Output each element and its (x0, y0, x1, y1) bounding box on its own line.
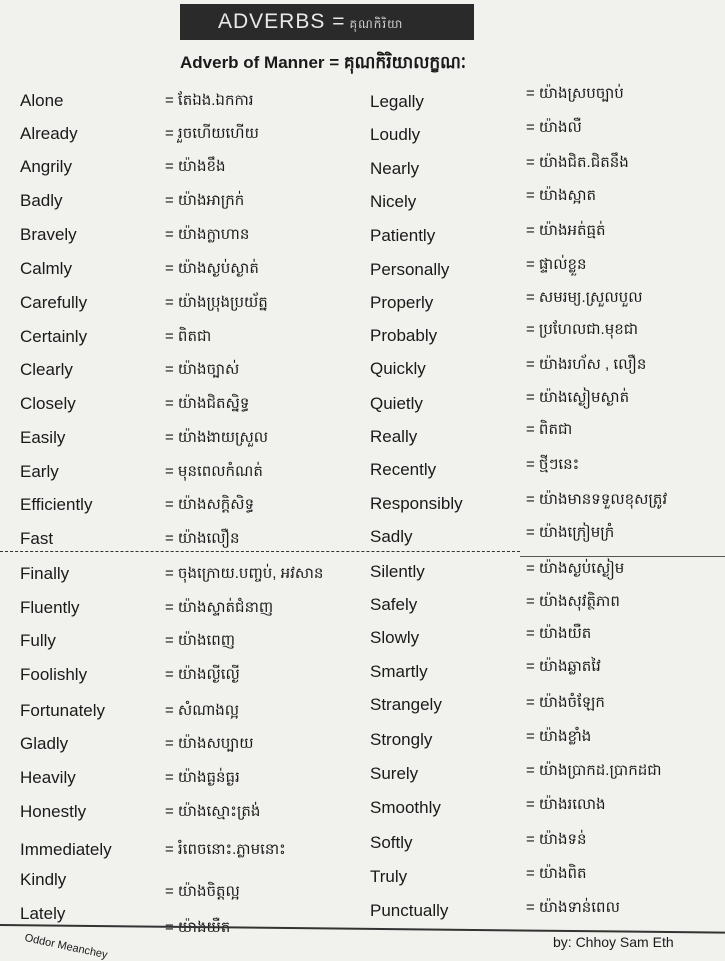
adverb-word: Surely (370, 764, 419, 783)
adverb-meaning: = យ៉ាងលឺ (526, 119, 582, 136)
adverb-meaning: = យ៉ាងសុវត្ថិភាព (526, 593, 620, 610)
adverb-meaning: = ចុងក្រោយ.បញ្ចប់, អវសាន (165, 565, 324, 582)
adverb-word: Probably (370, 326, 438, 345)
adverb-word: Certainly (20, 327, 88, 346)
adverb-meaning: = ថ្មីៗនេះ (526, 456, 580, 473)
adverb-word: Carefully (20, 293, 88, 312)
adverb-meaning: = យ៉ាងអាក្រក់ (165, 192, 245, 209)
adverb-word: Silently (370, 562, 425, 581)
adverb-meaning: = ប្រហែលជា.មុខជា (526, 321, 639, 338)
adverb-word: Early (20, 462, 59, 481)
adverb-meaning: = យ៉ាងស្ងៀមស្ងាត់ (526, 389, 630, 406)
adverb-meaning: = យ៉ាងមានទទួលខុសត្រូវ (526, 491, 668, 508)
adverb-word: Properly (370, 293, 434, 312)
adverb-word: Alone (20, 91, 64, 110)
section-subtitle: Adverb of Manner = គុណកិរិយាលក្ខណៈ (180, 53, 467, 72)
adverb-meaning: = មុនពេលកំណត់ (165, 463, 263, 480)
bottom-rule (0, 924, 725, 934)
adverb-word: Fully (20, 631, 56, 650)
adverb-word: Patiently (370, 226, 436, 245)
adverb-meaning: = យ៉ាងប្រុងប្រយ័ត្ន (165, 294, 268, 311)
adverb-word: Punctually (370, 901, 449, 920)
adverb-meaning: = យ៉ាងខឹង (165, 158, 226, 175)
adverb-meaning: = សមរម្យ.ស្រួលបួល (526, 289, 643, 306)
adverb-word: Softly (370, 833, 413, 852)
adverb-word: Easily (20, 428, 66, 447)
adverb-word: Smoothly (370, 798, 441, 817)
footer-location: Oddor Meanchey (23, 932, 109, 961)
adverb-word: Already (20, 124, 78, 143)
adverb-word: Nearly (370, 159, 420, 178)
adverb-meaning: = សំណាងល្អ (165, 702, 240, 719)
adverb-word: Gladly (20, 734, 69, 753)
adverb-word: Foolishly (20, 665, 88, 684)
adverb-word: Bravely (20, 225, 77, 244)
adverb-meaning: = យ៉ាងសប្បាយ (165, 735, 254, 752)
adverb-word: Safely (370, 595, 418, 614)
adverb-word: Responsibly (370, 494, 463, 513)
adverb-word: Smartly (370, 662, 428, 681)
adverb-meaning: = យ៉ាងស្ងប់ស្ងៀម (526, 560, 625, 577)
adverb-meaning: = យ៉ាងឆ្លាតវៃ (526, 658, 601, 675)
adverb-word: Legally (370, 92, 424, 111)
adverb-meaning: = រំពេចនោះ.ភ្លាមនោះ (165, 841, 286, 858)
adverb-meaning: = យ៉ាងរលោង (526, 796, 606, 813)
adverb-word: Immediately (20, 840, 112, 859)
adverb-meaning: = យ៉ាងពិត (526, 865, 587, 882)
adverb-meaning: = តែឯង.ឯកការ (165, 92, 254, 109)
adverb-word: Quickly (370, 359, 426, 378)
adverb-meaning: = យ៉ាងក្លាហាន (165, 226, 250, 243)
adverb-word: Slowly (370, 628, 420, 647)
adverb-meaning: = យ៉ាងយឺត (165, 919, 231, 936)
adverb-word: Recently (370, 460, 437, 479)
adverb-meaning: = យ៉ាងខ្លាំង (526, 728, 592, 745)
adverb-word: Clearly (20, 360, 73, 379)
adverb-meaning: = យ៉ាងចំឡែក (526, 694, 605, 711)
adverb-word: Angrily (20, 157, 72, 176)
adverb-meaning: = រួចហើយហើយ (165, 125, 259, 142)
adverb-word: Nicely (370, 192, 417, 211)
adverb-word: Honestly (20, 802, 87, 821)
adverb-meaning: = យ៉ាងចិត្តល្អ (165, 883, 240, 900)
adverb-meaning: = ពិតជា (165, 328, 212, 345)
adverb-meaning: = យ៉ាងទន់ (526, 831, 587, 848)
adverb-meaning: = យ៉ាងក្រៀមក្រំ (526, 524, 615, 541)
adverb-word: Truly (370, 867, 408, 886)
adverb-meaning: = យ៉ាងស្ងប់ស្ងាត់ (165, 260, 259, 277)
adverb-word: Really (370, 427, 418, 446)
footer-author: by: Chhoy Sam Eth (553, 934, 674, 950)
section-divider-right (520, 556, 725, 557)
adverb-word: Lately (20, 904, 66, 923)
adverb-meaning: = យ៉ាងយឺត (526, 625, 592, 642)
adverb-meaning: = យ៉ាងស្ទាត់ជំនាញ (165, 599, 274, 616)
adverb-word: Sadly (370, 527, 413, 546)
adverb-word: Kindly (20, 870, 67, 889)
adverb-meaning: = ផ្ទាល់ខ្លួន (526, 256, 587, 273)
adverb-meaning: = យ៉ាងអត់ធ្មត់ (526, 222, 606, 239)
adverb-meaning: = យ៉ាងស្មោះត្រង់ (165, 803, 261, 820)
adverb-word: Quietly (370, 394, 423, 413)
adverb-word: Fast (20, 529, 54, 548)
adverb-word: Closely (20, 394, 76, 413)
adverb-meaning: = យ៉ាងងាយស្រួល (165, 429, 269, 446)
title-khmer: គុណកិរិយា (349, 17, 404, 31)
adverb-word: Calmly (20, 259, 72, 278)
adverb-word: Loudly (370, 125, 421, 144)
section-divider (0, 551, 520, 552)
adverb-word: Personally (370, 260, 450, 279)
adverb-meaning: = យ៉ាងច្បាស់ (165, 361, 240, 378)
adverb-meaning: = យ៉ាងល្ងីល្ងើ (165, 666, 240, 683)
adverb-word: Strangely (370, 695, 442, 714)
adverb-word: Fortunately (20, 701, 106, 720)
adverb-meaning: = យ៉ាងជិតស្និទ្ធ (165, 395, 250, 412)
adverb-meaning: = ពិតជា (526, 421, 573, 438)
adverb-meaning: = យ៉ាងប្រាកដ.ប្រាកដជា (526, 762, 662, 779)
adverb-meaning: = យ៉ាងទាន់ពេល (526, 899, 620, 916)
adverb-meaning: = យ៉ាងរហ័ស , លឿន (526, 356, 647, 373)
adverb-meaning: = យ៉ាងលឿន (165, 530, 240, 547)
adverb-meaning: = យ៉ាងសក្តិសិទ្ធ (165, 496, 255, 513)
adverb-meaning: = យ៉ាងពេញ (165, 632, 236, 649)
adverb-word: Efficiently (20, 495, 93, 514)
adverb-word: Strongly (370, 730, 433, 749)
adverb-word: Finally (20, 564, 70, 583)
adverb-meaning: = យ៉ាងធ្ងន់ធ្ងរ (165, 769, 240, 786)
adverb-meaning: = យ៉ាងជិត.ជិតនឹង (526, 154, 629, 171)
adverb-meaning: = យ៉ាងស្អាត (526, 187, 597, 204)
adverb-word: Badly (20, 191, 63, 210)
adverb-meaning: = យ៉ាងស្របច្បាប់ (526, 85, 624, 102)
title-text: ADVERBS = (218, 10, 346, 33)
adverb-word: Fluently (20, 598, 80, 617)
adverb-word: Heavily (20, 768, 76, 787)
title-banner (180, 4, 474, 40)
